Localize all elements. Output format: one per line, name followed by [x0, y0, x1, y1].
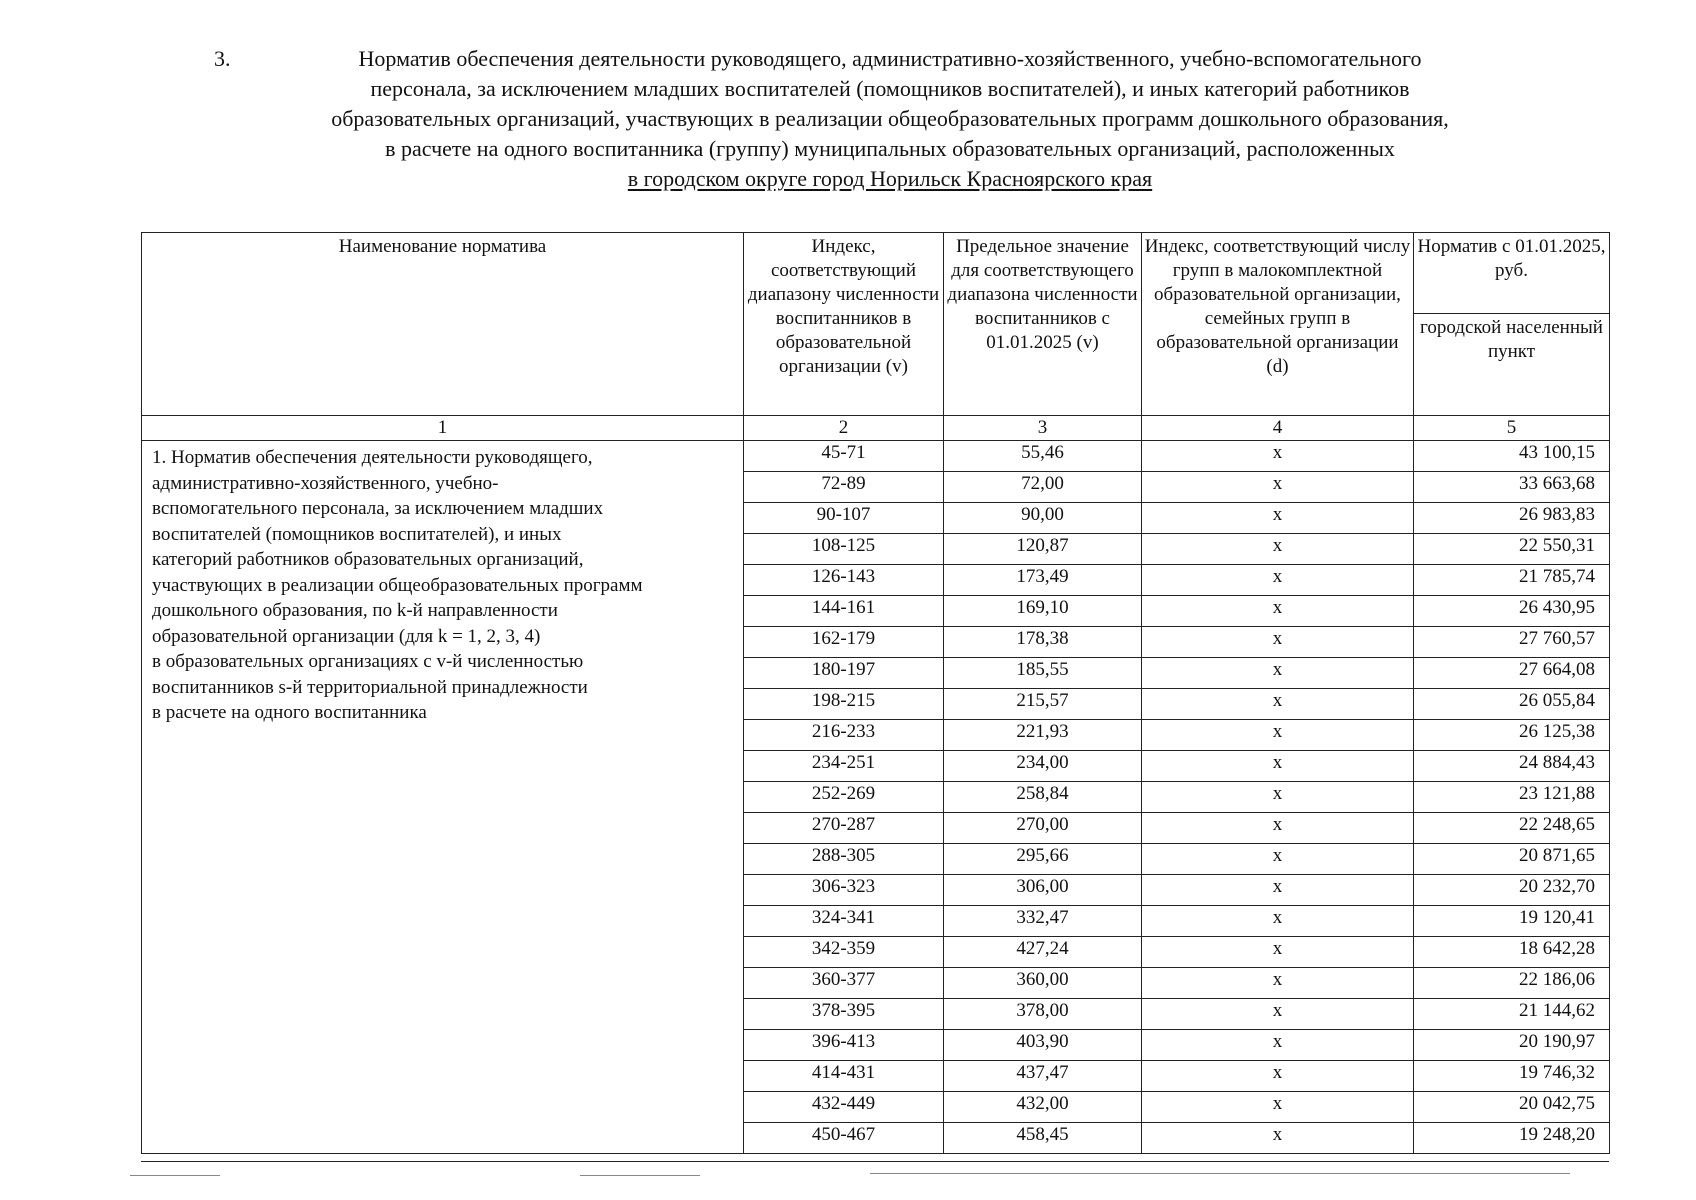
description-line: административно-хозяйственного, учебно-: [152, 472, 499, 494]
d-index-cell: x: [1142, 906, 1414, 937]
title-line: в расчете на одного воспитанника (группу) муниципальных образовательных организаций, расположенных: [385, 136, 1395, 161]
range-cell: 90-107: [744, 503, 944, 534]
scan-artifact: [580, 1175, 700, 1176]
norm-cell: 20 042,75: [1414, 1092, 1610, 1123]
norm-cell: 22 248,65: [1414, 813, 1610, 844]
limit-cell: 169,10: [944, 596, 1142, 627]
d-index-cell: x: [1142, 1123, 1414, 1154]
d-index-cell: x: [1142, 937, 1414, 968]
norm-cell: 18 642,28: [1414, 937, 1610, 968]
limit-cell: 427,24: [944, 937, 1142, 968]
limit-cell: 437,47: [944, 1061, 1142, 1092]
norm-cell: 27 760,57: [1414, 627, 1610, 658]
scan-artifact: [870, 1173, 1570, 1174]
d-index-cell: x: [1142, 1061, 1414, 1092]
section-number: 3.: [214, 46, 231, 71]
header-index-d: Индекс, соответствующий числу групп в малокомплектной образовательной организации, семейных групп в образовательной организации (d): [1142, 233, 1414, 416]
d-index-cell: x: [1142, 1092, 1414, 1123]
header-name: Наименование норматива: [142, 233, 744, 416]
norm-cell: 19 248,20: [1414, 1123, 1610, 1154]
norm-cell: 22 550,31: [1414, 534, 1610, 565]
header-limit: Предельное значение для соответствующего диапазона численности воспитанников с 01.01.2025 (v): [944, 233, 1142, 416]
limit-cell: 72,00: [944, 472, 1142, 503]
description-line: в образовательных организациях с v-й численностью: [152, 651, 584, 672]
description-line: категорий работников образовательных организаций,: [152, 549, 584, 570]
column-number: 5: [1414, 416, 1610, 441]
d-index-cell: x: [1142, 441, 1414, 472]
d-index-cell: x: [1142, 658, 1414, 689]
norm-cell: 33 663,68: [1414, 472, 1610, 503]
description-line: вспомогательного персонала, за исключением младших: [152, 498, 604, 519]
norm-cell: 26 125,38: [1414, 720, 1610, 751]
limit-cell: 215,57: [944, 689, 1142, 720]
limit-cell: 185,55: [944, 658, 1142, 689]
limit-cell: 378,00: [944, 999, 1142, 1030]
range-cell: 288-305: [744, 844, 944, 875]
description-line: 1. Норматив обеспечения деятельности руководящего,: [152, 447, 593, 468]
title-lines: [200, 44, 1580, 194]
column-number: 1: [142, 416, 744, 441]
norm-cell: 22 186,06: [1414, 968, 1610, 999]
range-cell: 306-323: [744, 875, 944, 906]
range-cell: 144-161: [744, 596, 944, 627]
limit-cell: 295,66: [944, 844, 1142, 875]
range-cell: 180-197: [744, 658, 944, 689]
d-index-cell: x: [1142, 503, 1414, 534]
norm-cell: 19 746,32: [1414, 1061, 1610, 1092]
d-index-cell: x: [1142, 999, 1414, 1030]
description-line: в расчете на одного воспитанника: [152, 702, 427, 723]
limit-cell: 306,00: [944, 875, 1142, 906]
d-index-cell: x: [1142, 813, 1414, 844]
limit-cell: 90,00: [944, 503, 1142, 534]
norm-cell: 19 120,41: [1414, 906, 1610, 937]
norm-cell: 26 430,95: [1414, 596, 1610, 627]
range-cell: 324-341: [744, 906, 944, 937]
range-cell: 162-179: [744, 627, 944, 658]
header-index-v: Индекс, соответствующий диапазону численности воспитанников в образовательной организации (v): [744, 233, 944, 416]
scan-artifact: [130, 1175, 220, 1176]
range-cell: 270-287: [744, 813, 944, 844]
range-cell: 108-125: [744, 534, 944, 565]
range-cell: 234-251: [744, 751, 944, 782]
limit-cell: 55,46: [944, 441, 1142, 472]
d-index-cell: x: [1142, 472, 1414, 503]
header-norm-sub: городской населенный пункт: [1414, 314, 1610, 416]
d-index-cell: x: [1142, 627, 1414, 658]
d-index-cell: x: [1142, 1030, 1414, 1061]
norm-cell: 23 121,88: [1414, 782, 1610, 813]
column-number-row: [142, 416, 1610, 441]
norm-cell: 21 144,62: [1414, 999, 1610, 1030]
limit-cell: 120,87: [944, 534, 1142, 565]
norm-cell: 26 055,84: [1414, 689, 1610, 720]
range-cell: 396-413: [744, 1030, 944, 1061]
description-line: участвующих в реализации общеобразовательных программ: [152, 574, 643, 596]
range-cell: 450-467: [744, 1123, 944, 1154]
table-row: [142, 441, 1610, 472]
norm-cell: 24 884,43: [1414, 751, 1610, 782]
column-number: 4: [1142, 416, 1414, 441]
range-cell: 414-431: [744, 1061, 944, 1092]
title-line: образовательных организаций, участвующих в реализации общеобразовательных программ дошкольного образования,: [331, 106, 1449, 131]
range-cell: 198-215: [744, 689, 944, 720]
d-index-cell: x: [1142, 844, 1414, 875]
norm-cell: 27 664,08: [1414, 658, 1610, 689]
title-line: Норматив обеспечения деятельности руководящего, административно-хозяйственного, учебно-вспомогательного: [358, 46, 1422, 71]
range-cell: 432-449: [744, 1092, 944, 1123]
column-number: 2: [744, 416, 944, 441]
range-cell: 126-143: [744, 565, 944, 596]
d-index-cell: x: [1142, 751, 1414, 782]
range-cell: 360-377: [744, 968, 944, 999]
d-index-cell: x: [1142, 689, 1414, 720]
d-index-cell: x: [1142, 565, 1414, 596]
norm-cell: 20 190,97: [1414, 1030, 1610, 1061]
norm-cell: 26 983,83: [1414, 503, 1610, 534]
norm-cell: 43 100,15: [1414, 441, 1610, 472]
title-line: в городском округе город Норильск Красноярского края: [627, 166, 1153, 191]
column-number: 3: [944, 416, 1142, 441]
bottom-rule: [141, 1161, 1609, 1162]
limit-cell: 332,47: [944, 906, 1142, 937]
d-index-cell: x: [1142, 720, 1414, 751]
limit-cell: 234,00: [944, 751, 1142, 782]
range-cell: 342-359: [744, 937, 944, 968]
norm-cell: 21 785,74: [1414, 565, 1610, 596]
limit-cell: 432,00: [944, 1092, 1142, 1123]
norm-description: [142, 441, 744, 1154]
limit-cell: 173,49: [944, 565, 1142, 596]
description-line: образовательной организации (для k = 1, 2, 3, 4): [152, 625, 541, 647]
table-body: [142, 441, 1610, 1154]
limit-cell: 258,84: [944, 782, 1142, 813]
norms-table: [141, 232, 1610, 1154]
norm-cell: 20 232,70: [1414, 875, 1610, 906]
title-line: персонала, за исключением младших воспитателей (помощников воспитателей), и иных категорий работников: [370, 76, 1410, 101]
limit-cell: 221,93: [944, 720, 1142, 751]
document-title: [200, 44, 1580, 194]
description-line: воспитанников s-й территориальной принадлежности: [152, 676, 588, 698]
range-cell: 45-71: [744, 441, 944, 472]
d-index-cell: x: [1142, 596, 1414, 627]
limit-cell: 360,00: [944, 968, 1142, 999]
d-index-cell: x: [1142, 875, 1414, 906]
d-index-cell: x: [1142, 534, 1414, 565]
d-index-cell: x: [1142, 782, 1414, 813]
range-cell: 378-395: [744, 999, 944, 1030]
range-cell: 216-233: [744, 720, 944, 751]
description-line: воспитателей (помощников воспитателей), и иных: [152, 523, 562, 545]
range-cell: 72-89: [744, 472, 944, 503]
limit-cell: 270,00: [944, 813, 1142, 844]
limit-cell: 458,45: [944, 1123, 1142, 1154]
header-norm: Норматив с 01.01.2025, руб.: [1414, 233, 1610, 314]
d-index-cell: x: [1142, 968, 1414, 999]
range-cell: 252-269: [744, 782, 944, 813]
limit-cell: 178,38: [944, 627, 1142, 658]
limit-cell: 403,90: [944, 1030, 1142, 1061]
description-line: дошкольного образования, по k-й направленности: [152, 600, 558, 621]
norm-cell: 20 871,65: [1414, 844, 1610, 875]
